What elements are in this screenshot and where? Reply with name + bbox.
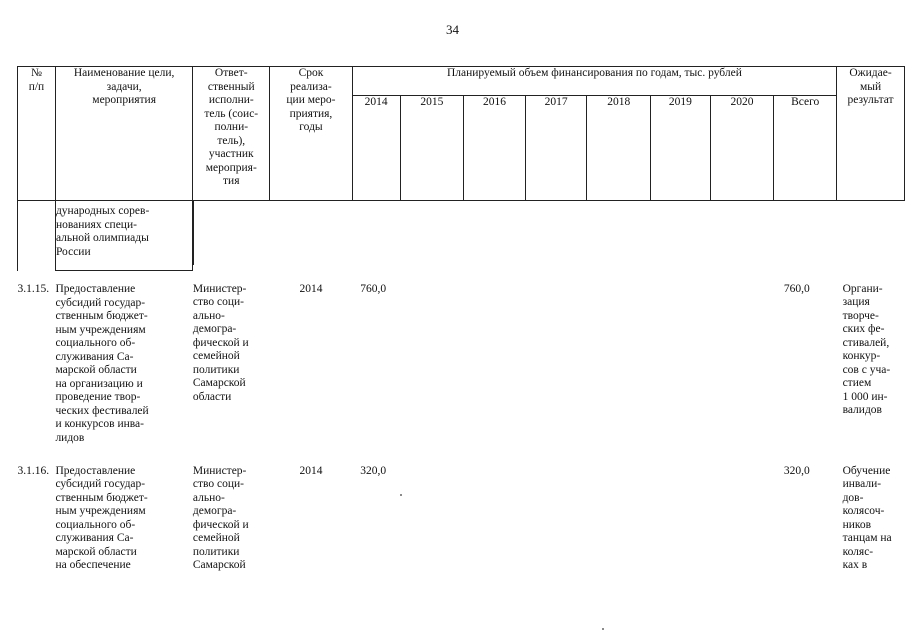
year-total: Всего: [774, 96, 837, 201]
row-period: 2014: [299, 282, 323, 295]
row-num: 3.1.15.: [17, 282, 50, 295]
year-2017: 2017: [525, 96, 587, 201]
year-2014: 2014: [352, 96, 400, 201]
year-2015: 2015: [400, 96, 464, 201]
row-name: Предоставление субсидий государ- ственным бюджет- ным учреждениям социального об- служивания Са- марской области на организацию и проведение твор- ческих фестивалей и конкурсов инва- лидов: [55, 283, 149, 444]
table-row: [18, 271, 905, 457]
row-period: 2014: [299, 464, 323, 477]
row-2014: 320,0: [360, 464, 387, 477]
table-row: [18, 201, 905, 271]
row-2014: 760,0: [360, 282, 387, 295]
header-executor: Ответ- ственный исполни- тель (соис- полни- тель), участник мероприя- тия: [193, 67, 270, 201]
row-result: Органи- зация творче- ских фе- стивалей, конкур- сов с уча- стием 1 000 ин- валидов: [842, 282, 891, 416]
year-2018: 2018: [587, 96, 651, 201]
header-name: Наименование цели, задачи, мероприятия: [55, 67, 192, 201]
year-2019: 2019: [651, 96, 711, 201]
row-name: дународных сорев- нованиях специ- альной олимпиады России: [55, 201, 192, 271]
header-row: [18, 67, 905, 96]
year-2016: 2016: [464, 96, 526, 201]
row-executor: Министер- ство соци- ально- демогра- фической и семейной политики Самарской: [192, 464, 249, 571]
row-num: 3.1.16.: [17, 464, 50, 477]
row-executor: Министер- ство соци- ально- демогра- фической и семейной политики Самарской области: [192, 282, 249, 403]
row-result: Обучение инвали- дов- колясоч- ников танцам на коляс- ках в: [842, 464, 892, 571]
row-empty: [193, 201, 905, 271]
header-num: № п/п: [18, 67, 56, 201]
header-funding: Планируемый объем финансирования по годам, тыс. рублей: [352, 67, 836, 96]
row-num: [18, 201, 56, 271]
table-row: [18, 457, 905, 587]
financing-table: [17, 66, 905, 587]
row-total: 760,0: [783, 282, 810, 295]
scan-speck: [400, 494, 402, 496]
row-total: 320,0: [783, 464, 810, 477]
year-2020: 2020: [710, 96, 774, 201]
header-period: Срок реализа- ции меро- приятия, годы: [270, 67, 353, 201]
row-name: Предоставление субсидий государ- ственным бюджет- ным учреждениям социального об- служивания Са- марской области на обеспечение: [55, 464, 148, 571]
header-result: Ожидае- мый результат: [837, 67, 905, 201]
scan-speck: [602, 628, 604, 630]
page-number: 34: [446, 22, 459, 37]
